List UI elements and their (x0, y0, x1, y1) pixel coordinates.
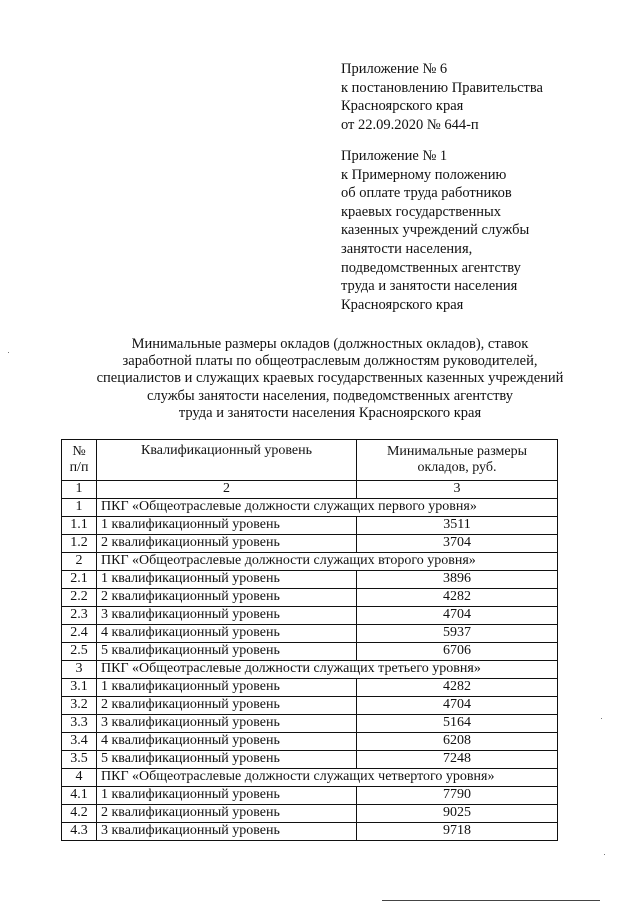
row-salary: 5164 (357, 715, 558, 733)
row-number: 3.1 (62, 679, 97, 697)
row-number: 4.1 (62, 787, 97, 805)
row-number: 3.2 (62, 697, 97, 715)
row-salary: 6706 (357, 643, 558, 661)
group-row (62, 499, 558, 517)
scan-speck (604, 854, 605, 855)
row-salary: 4282 (357, 679, 558, 697)
row-level: 1 квалификационный уровень (97, 517, 357, 535)
row-level: 5 квалификационный уровень (97, 643, 357, 661)
appendix-6-block (341, 60, 543, 134)
row-level: 3 квалификационный уровень (97, 823, 357, 841)
appendix-line: занятости населения, (341, 240, 473, 257)
title-line: специалистов и служащих краевых государственных казенных учреждений (96, 370, 564, 387)
appendix-line: труда и занятости населения (341, 278, 518, 295)
table-row (62, 679, 558, 697)
row-salary: 4704 (357, 607, 558, 625)
table-row (62, 625, 558, 643)
table-row (62, 805, 558, 823)
table-row (62, 571, 558, 589)
title-line: труда и занятости населения Красноярского края (178, 404, 482, 421)
group-row (62, 661, 558, 679)
row-salary: 9718 (357, 823, 558, 841)
row-number: 3.3 (62, 715, 97, 733)
row-salary: 4704 (357, 697, 558, 715)
header-salary-line2: окладов, руб. (417, 460, 497, 475)
row-number: 2.1 (62, 571, 97, 589)
row-number: 2.3 (62, 607, 97, 625)
column-number: 1 (62, 481, 97, 499)
table-row (62, 589, 558, 607)
group-number: 2 (62, 553, 97, 571)
title-line: заработной платы по общеотраслевым должностям руководителей, (122, 353, 538, 370)
appendix-line: к постановлению Правительства (341, 79, 543, 96)
row-level: 2 квалификационный уровень (97, 805, 357, 823)
row-number: 4.3 (62, 823, 97, 841)
table-row (62, 715, 558, 733)
table-row (62, 733, 558, 751)
row-level: 1 квалификационный уровень (97, 679, 357, 697)
row-number: 3.4 (62, 733, 97, 751)
row-level: 3 квалификационный уровень (97, 607, 357, 625)
group-title: ПКГ «Общеотраслевые должности служащих третьего уровня» (97, 661, 558, 679)
table-header-row (62, 440, 558, 481)
row-level: 2 квалификационный уровень (97, 589, 357, 607)
row-salary: 4282 (357, 589, 558, 607)
salary-table (61, 439, 558, 841)
column-numbers-row (62, 481, 558, 499)
scan-artifact-line (382, 900, 600, 901)
column-number: 3 (357, 481, 558, 499)
appendix-line: к Примерному положению (341, 166, 507, 183)
row-level: 4 квалификационный уровень (97, 733, 357, 751)
row-salary: 6208 (357, 733, 558, 751)
header-salary (357, 440, 558, 481)
group-number: 1 (62, 499, 97, 517)
row-number: 1.1 (62, 517, 97, 535)
appendix-line: от 22.09.2020 № 644-п (341, 116, 479, 133)
row-level: 1 квалификационный уровень (97, 787, 357, 805)
row-level: 5 квалификационный уровень (97, 751, 357, 769)
row-level: 4 квалификационный уровень (97, 625, 357, 643)
table-row (62, 697, 558, 715)
row-level: 3 квалификационный уровень (97, 715, 357, 733)
row-level: 2 квалификационный уровень (97, 535, 357, 553)
row-salary: 3896 (357, 571, 558, 589)
table-row (62, 607, 558, 625)
row-number: 2.4 (62, 625, 97, 643)
column-number: 2 (97, 481, 357, 499)
group-row (62, 553, 558, 571)
row-salary: 5937 (357, 625, 558, 643)
group-title: ПКГ «Общеотраслевые должности служащих первого уровня» (97, 499, 558, 517)
document-title (40, 336, 620, 422)
row-salary: 7248 (357, 751, 558, 769)
scan-speck (601, 718, 602, 719)
table-row (62, 787, 558, 805)
group-number: 4 (62, 769, 97, 787)
group-title: ПКГ «Общеотраслевые должности служащих второго уровня» (97, 553, 558, 571)
title-line: Минимальные размеры окладов (должностных окладов), ставок (131, 336, 529, 352)
row-level: 2 квалификационный уровень (97, 697, 357, 715)
header-number-line2: п/п (69, 460, 89, 475)
appendix-line: подведомственных агентству (341, 259, 521, 276)
header-salary-line1: Минимальные размеры (386, 444, 528, 459)
table-row (62, 517, 558, 535)
group-number: 3 (62, 661, 97, 679)
row-number: 2.2 (62, 589, 97, 607)
appendix-line: казенных учреждений службы (341, 222, 530, 239)
row-level: 1 квалификационный уровень (97, 571, 357, 589)
row-number: 2.5 (62, 643, 97, 661)
table-row (62, 535, 558, 553)
table-row (62, 751, 558, 769)
scan-speck (8, 352, 9, 353)
header-number-line1: № (72, 444, 86, 459)
appendix-line: Приложение № 1 (341, 148, 448, 164)
row-salary: 3511 (357, 517, 558, 535)
title-line: службы занятости населения, подведомственных агентству (146, 387, 514, 404)
appendix-line: Приложение № 6 (341, 61, 448, 77)
row-number: 3.5 (62, 751, 97, 769)
row-salary: 7790 (357, 787, 558, 805)
appendix-line: Красноярского края (341, 296, 464, 313)
appendix-line: краевых государственных (341, 203, 501, 220)
group-row (62, 769, 558, 787)
header-number (62, 440, 97, 481)
appendix-1-block (341, 147, 529, 314)
table-row (62, 823, 558, 841)
appendix-line: Красноярского края (341, 98, 464, 115)
row-salary: 9025 (357, 805, 558, 823)
row-number: 1.2 (62, 535, 97, 553)
header-level: Квалификационный уровень (97, 440, 357, 481)
row-salary: 3704 (357, 535, 558, 553)
appendix-line: об оплате труда работников (341, 185, 512, 202)
row-number: 4.2 (62, 805, 97, 823)
group-title: ПКГ «Общеотраслевые должности служащих четвертого уровня» (97, 769, 558, 787)
table-row (62, 643, 558, 661)
